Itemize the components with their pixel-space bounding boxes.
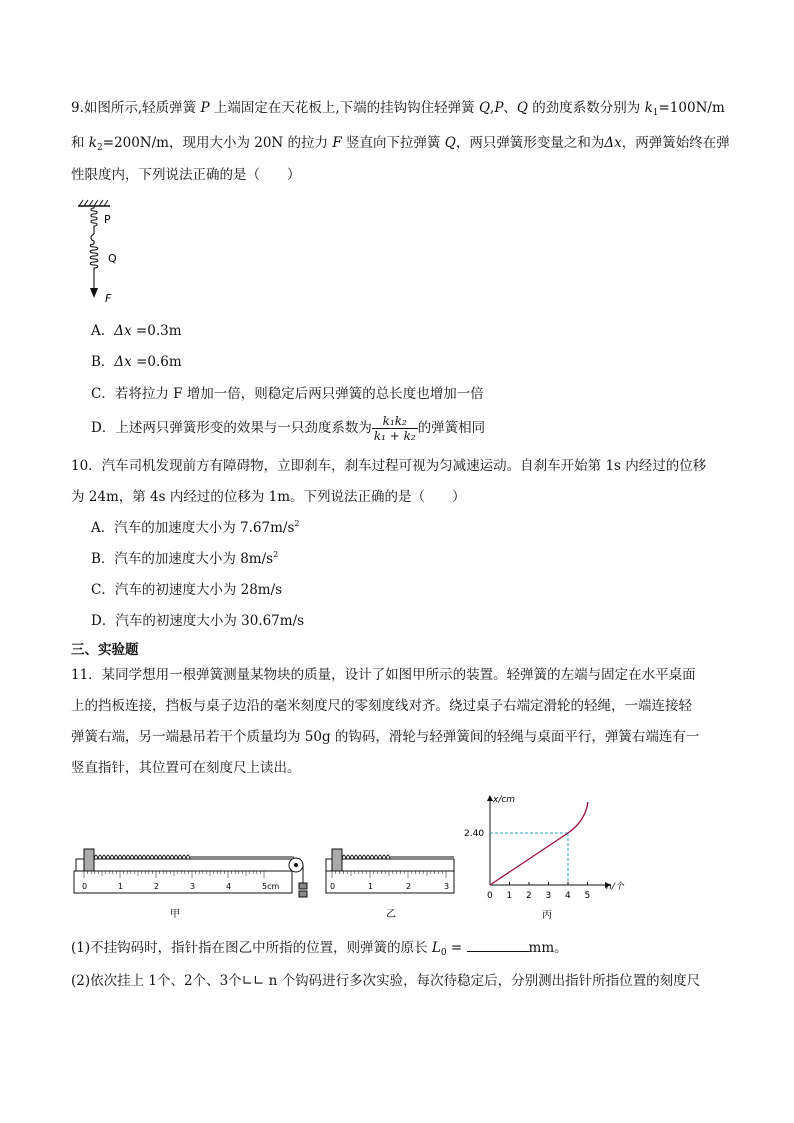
spring-q <box>90 244 98 288</box>
label-q: Q <box>108 252 117 265</box>
baffle <box>84 849 94 871</box>
ruler-label: 2 <box>406 882 412 891</box>
section-heading: 三、实验题 <box>71 642 139 658</box>
q11-stem-line3: 弹簧右端，另一端悬吊若干个质量均为 50g 的钩码，滑轮与轻弹簧间的轻绳与桌面平行，弹簧右端连有一 <box>71 729 700 745</box>
x-tick-label: 0 <box>487 891 493 901</box>
spring <box>342 855 390 859</box>
q9-option-d: D．上述两只弹簧形变的效果与一只劲度系数为 $\frac{\text{k₁k₂}}{\text{k₁ + k₂}}$ 的弹簧相同 <box>91 414 486 443</box>
q9-option-a: A．Δx =0.3m <box>91 323 182 339</box>
x-tick-label: 5 <box>584 891 591 901</box>
y-mark-label: 2.40 <box>464 829 485 839</box>
q9-option-c: C．若将拉力 F 增加一倍，则稳定后两只弹簧的总长度也增加一倍 <box>91 386 484 402</box>
ruler <box>326 871 454 893</box>
baffle <box>332 849 342 871</box>
figure-jia <box>70 845 320 921</box>
spring-p <box>91 206 97 234</box>
q10-stem-line1: 10．汽车司机发现前方有障碍物，立即刹车，刹车过程可视为匀减速运动。自刹车开始第 1s 内经过的位移 <box>71 458 707 474</box>
caption-yi: 乙 <box>386 909 396 920</box>
caption-bing: 丙 <box>542 910 552 921</box>
q10-stem-line2: 为 24m，第 4s 内经过的位移为 1m。下列说法正确的是（ ） <box>71 489 466 505</box>
caption-jia: 甲 <box>170 909 180 920</box>
q9-option-b: B．Δx =0.6m <box>91 354 182 370</box>
q11-part1: (1)不挂钩码时，指针指在图乙中所指的位置，则弹簧的原长 $L_0$ = mm。 <box>71 940 568 958</box>
y-axis-label: x/cm <box>493 795 516 805</box>
ruler-label: 2 <box>154 882 160 891</box>
table-top <box>76 859 292 871</box>
ruler-label: 5cm <box>262 882 280 891</box>
answer-blank[interactable] <box>467 939 529 952</box>
q10-option-a: A．汽车的加速度大小为 $7.67m/s^2$ <box>91 519 300 536</box>
x-tick-label: 1 <box>506 891 513 901</box>
fraction: $\frac{\text{k₁k₂}}{\text{k₁ + k₂}}$ <box>373 414 416 443</box>
ruler <box>74 871 292 893</box>
q9-spring-figure <box>70 196 140 308</box>
q10-option-c: C．汽车的初速度大小为 28m/s <box>91 582 283 598</box>
q11-stem-line4: 竖直指针，其位置可在刻度尺上读出。 <box>71 760 301 776</box>
q11-part2: (2)依次挂上 1个、2个、3个∟∟ n 个钩码进行多次实验，每次待稳定后，分别测出指针所指位置的刻度尺 <box>71 973 701 989</box>
spring <box>94 855 190 859</box>
data-curve <box>490 802 588 885</box>
ruler-label: 3 <box>190 882 196 891</box>
figure-yi <box>322 845 462 921</box>
q9-stem-line2: 和 $k_2=200N/m$，现用大小为 20N 的拉力 F 竖直向下拉弹簧 Q，两只弹簧形变量之和为Δx，两弹簧始终在弹 <box>71 135 730 153</box>
ruler-label: 0 <box>82 882 88 891</box>
q11-stem-line1: 11．某同学想用一根弹簧测量某物块的质量，设计了如图甲所示的装置。轻弹簧的左端与固定在水平桌面 <box>71 667 696 683</box>
label-p: P <box>104 213 111 226</box>
x-tick-label: 4 <box>565 891 571 901</box>
q11-stem-line2: 上的挡板连接，挡板与桌子边沿的毫米刻度尺的零刻度线对齐。绕过桌子右端定滑轮的轻绳，一端连接轻 <box>71 698 692 714</box>
q9-stem-line3: 性限度内，下列说法正确的是（ ） <box>71 167 301 183</box>
ruler-label: 0 <box>330 882 336 891</box>
table-top <box>326 859 454 871</box>
ruler-label: 3 <box>444 882 450 891</box>
x-tick-label: 3 <box>545 891 552 901</box>
force-arrowhead <box>90 288 98 298</box>
ruler-label: 1 <box>368 882 374 891</box>
figure-bing-graph <box>460 790 630 925</box>
x-tick-label: 2 <box>526 891 532 901</box>
q10-option-d: D．汽车的初速度大小为 30.67m/s <box>91 613 305 629</box>
q9-stem-line1: 9.如图所示,轻质弹簧 P 上端固定在天花板上,下端的挂钩钩住轻弹簧 Q,P、Q 的劲度系数分别为 $k_1=100N/m$ <box>71 100 725 118</box>
ruler-label: 4 <box>226 882 232 891</box>
hook <box>91 234 94 244</box>
label-f: F <box>105 292 112 305</box>
ceiling-hatch <box>78 200 110 206</box>
ruler-label: 1 <box>118 882 124 891</box>
x-axis-label: n/个 <box>606 882 624 892</box>
q10-option-b: B．汽车的加速度大小为 $8m/s^2$ <box>91 550 279 567</box>
hook-weights <box>299 883 307 889</box>
